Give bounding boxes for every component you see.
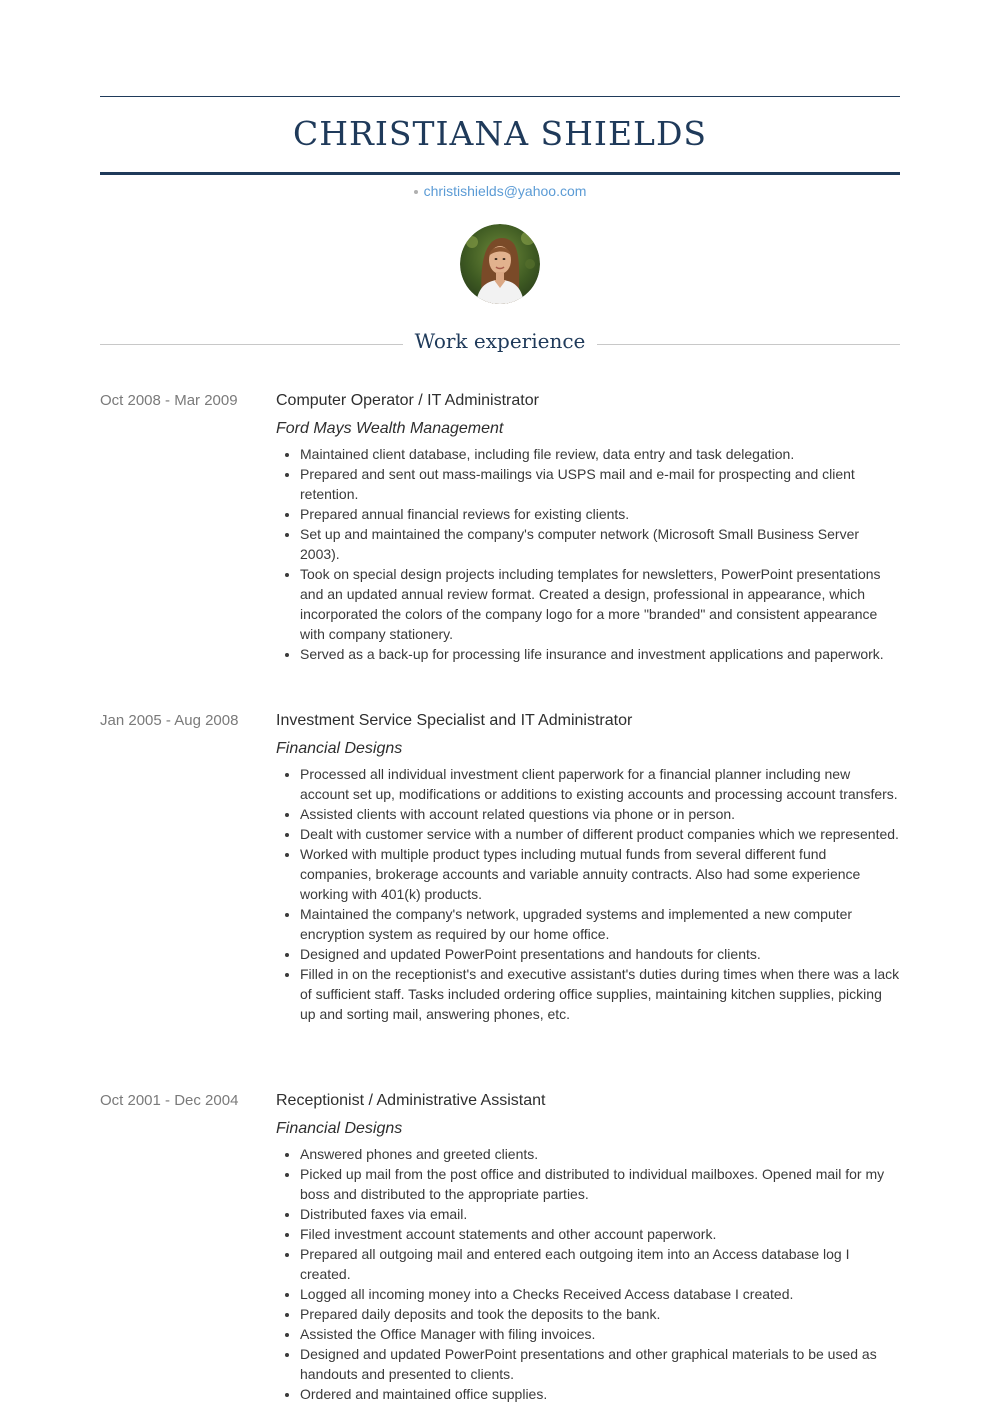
job-bullet: • Processed all individual investment client paperwork for a financial planner including new account set up, modifications or additions to existing accounts and processing account transfers.: [300, 764, 900, 804]
job-bullets: [276, 1144, 900, 1404]
job-bullet: • Served as a back-up for processing life insurance and investment applications and paperwork.: [300, 644, 900, 664]
job-bullet: • Prepared and sent out mass-mailings via USPS mail and e-mail for prospecting and client retention.: [300, 464, 900, 504]
header-bottom-rule: [100, 172, 900, 175]
job-dates: Jan 2005 - Aug 2008: [100, 712, 239, 729]
job-role: Receptionist / Administrative Assistant: [276, 1092, 546, 1109]
email-link[interactable]: christishields@yahoo.com: [423, 183, 587, 199]
job-bullet: • Logged all incoming money into a Checks Received Access database I created.: [300, 1284, 900, 1304]
job-bullet: • Filled in on the receptionist's and executive assistant's duties during times when there was a lack of sufficient staff. Tasks included ordering office supplies, maintaining kitchen supplies, picking up and sorting mail, answering phones, etc.: [300, 964, 900, 1024]
job-company: Financial Designs: [276, 1120, 403, 1137]
job-bullet: • Maintained client database, including file review, data entry and task delegation.: [300, 444, 900, 464]
section-header-work-experience: [100, 325, 900, 357]
job-bullets: [276, 444, 900, 664]
job-bullet: • Designed and updated PowerPoint presentations and other graphical materials to be used as handouts and presented to clients.: [300, 1344, 900, 1384]
job-bullet: • Prepared annual financial reviews for existing clients.: [300, 504, 900, 524]
job-body: [276, 1090, 900, 1404]
job-bullet: • Prepared all outgoing mail and entered each outgoing item into an Access database log I created.: [300, 1244, 900, 1284]
job-bullet: • Filed investment account statements and other account paperwork.: [300, 1224, 900, 1244]
section-title: Work experience: [414, 329, 586, 353]
job-bullet: • Designed and updated PowerPoint presentations and handouts for clients.: [300, 944, 900, 964]
header-top-rule: [100, 96, 900, 97]
job-company: Financial Designs: [276, 740, 403, 757]
job-bullet: • Ordered and maintained office supplies.: [300, 1384, 900, 1404]
job-bullet: • Prepared daily deposits and took the deposits to the bank.: [300, 1304, 900, 1324]
job-bullet: • Answered phones and greeted clients.: [300, 1144, 900, 1164]
job-bullet: • Assisted clients with account related questions via phone or in person.: [300, 804, 900, 824]
profile-photo-icon: [460, 224, 540, 304]
contact-line: [100, 182, 900, 200]
section-rule-left: [100, 344, 403, 345]
avatar: [460, 224, 540, 304]
job-bullet: • Assisted the Office Manager with filing invoices.: [300, 1324, 900, 1344]
job-bullet: • Distributed faxes via email.: [300, 1204, 900, 1224]
job-dates: Oct 2001 - Dec 2004: [100, 1092, 239, 1109]
candidate-name: CHRISTIANA SHIELDS: [292, 114, 708, 153]
job-company: Ford Mays Wealth Management: [276, 420, 504, 437]
job-bullet: • Dealt with customer service with a number of different product companies which we represented.: [300, 824, 900, 844]
job-bullets: [276, 764, 900, 1024]
job-role: Computer Operator / IT Administrator: [276, 392, 539, 409]
job-body: [276, 710, 900, 1024]
job-body: [276, 390, 900, 664]
job-dates: Oct 2008 - Mar 2009: [100, 392, 238, 409]
job-role: Investment Service Specialist and IT Administrator: [276, 712, 633, 729]
job-bullet: • Set up and maintained the company's computer network (Microsoft Small Business Server 2003).: [300, 524, 900, 564]
job-bullet: • Picked up mail from the post office and distributed to individual mailboxes. Opened mail for my boss and distributed to the appropriate parties.: [300, 1164, 900, 1204]
job-bullet: • Worked with multiple product types including mutual funds from several different fund companies, brokerage accounts and variable annuity contracts. Also had some experience working with 401(k) products.: [300, 844, 900, 904]
job-bullet: • Maintained the company's network, upgraded systems and implemented a new computer encryption system as required by our home office.: [300, 904, 900, 944]
bullet-dot-icon: [414, 190, 418, 194]
section-rule-right: [597, 344, 900, 345]
job-bullet: • Took on special design projects including templates for newsletters, PowerPoint presentations and an updated annual review format. Created a design, professional in appearance, which incorporated the colors of the company logo for a more "branded" and consistent appearance with company stationery.: [300, 564, 900, 644]
